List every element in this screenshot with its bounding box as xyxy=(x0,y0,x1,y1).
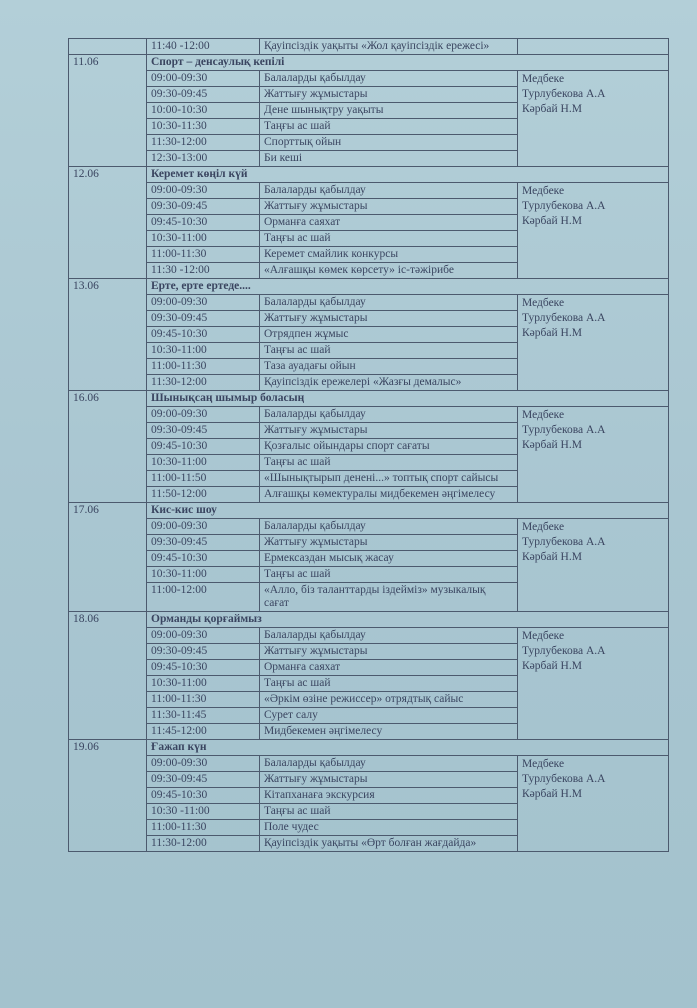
time-cell: 09:45-10:30 xyxy=(147,215,260,231)
time-cell: 09:30-09:45 xyxy=(147,87,260,103)
activity-cell: Қауіпсіздік уақыты «Өрт болған жағдайда» xyxy=(260,836,518,852)
date-cell: 11.06 xyxy=(69,55,147,167)
time-cell: 11:30 -12:00 xyxy=(147,263,260,279)
activity-cell: Балаларды қабылдау xyxy=(260,71,518,87)
time-cell: 09:00-09:30 xyxy=(147,183,260,199)
time-cell: 11:50-12:00 xyxy=(147,487,260,503)
activity-cell: Сурет салу xyxy=(260,708,518,724)
responsible-person: Турлубекова А.А xyxy=(522,200,606,212)
time-cell: 09:45-10:30 xyxy=(147,788,260,804)
table-row xyxy=(69,612,669,628)
date-cell: 16.06 xyxy=(69,391,147,503)
day-title: Спорт – денсаулық кепілі xyxy=(147,55,669,71)
time-cell: 11:00-11:30 xyxy=(147,247,260,263)
activity-cell: Таңғы ас шай xyxy=(260,567,518,583)
day-title: Кис-кис шоу xyxy=(147,503,669,519)
time-cell: 09:30-09:45 xyxy=(147,772,260,788)
table-row xyxy=(69,519,669,535)
activity-cell: Жаттығу жұмыстары xyxy=(260,644,518,660)
time-cell: 10:30-11:00 xyxy=(147,231,260,247)
activity-cell: Қозғалыс ойындары спорт сағаты xyxy=(260,439,518,455)
time-cell: 11:00-11:30 xyxy=(147,359,260,375)
table-row xyxy=(69,39,669,55)
time-cell: 09:45-10:30 xyxy=(147,660,260,676)
activity-cell: Мидбекемен әңгімелесу xyxy=(260,724,518,740)
time-cell: 10:30 -11:00 xyxy=(147,804,260,820)
responsible-person: Кәрбай Н.М xyxy=(522,788,582,800)
activity-cell: Таңғы ас шай xyxy=(260,343,518,359)
date-cell: 18.06 xyxy=(69,612,147,740)
activity-cell: Таңғы ас шай xyxy=(260,231,518,247)
responsible-person: Кәрбай Н.М xyxy=(522,551,582,563)
date-cell xyxy=(69,39,147,55)
date-cell: 13.06 xyxy=(69,279,147,391)
responsible-person: Турлубекова А.А xyxy=(522,773,606,785)
table-row xyxy=(69,628,669,644)
responsible-person: Кәрбай Н.М xyxy=(522,327,582,339)
activity-cell: Таңғы ас шай xyxy=(260,455,518,471)
activity-cell: Жаттығу жұмыстары xyxy=(260,199,518,215)
time-cell: 09:30-09:45 xyxy=(147,199,260,215)
table-row xyxy=(69,756,669,772)
responsible-person: Медбеке xyxy=(522,185,565,197)
time-cell: 09:00-09:30 xyxy=(147,519,260,535)
table-row xyxy=(69,391,669,407)
time-cell: 09:00-09:30 xyxy=(147,71,260,87)
responsible-person: Турлубекова А.А xyxy=(522,312,606,324)
responsible-cell xyxy=(518,519,669,612)
table-row xyxy=(69,407,669,423)
responsible-person: Турлубекова А.А xyxy=(522,88,606,100)
time-cell: 09:30-09:45 xyxy=(147,311,260,327)
responsible-person: Медбеке xyxy=(522,630,565,642)
time-cell: 11:30-12:00 xyxy=(147,135,260,151)
time-cell: 09:45-10:30 xyxy=(147,327,260,343)
time-cell: 11:30-11:45 xyxy=(147,708,260,724)
activity-cell: Спорттық ойын xyxy=(260,135,518,151)
time-cell: 09:45-10:30 xyxy=(147,439,260,455)
activity-cell: Кітапханаға экскурсия xyxy=(260,788,518,804)
responsible-person: Медбеке xyxy=(522,758,565,770)
time-cell: 11:00-12:00 xyxy=(147,583,260,612)
responsible-person: Турлубекова А.А xyxy=(522,424,606,436)
time-cell: 11:30-12:00 xyxy=(147,375,260,391)
table-row xyxy=(69,279,669,295)
responsible-person: Кәрбай Н.М xyxy=(522,103,582,115)
time-cell: 09:30-09:45 xyxy=(147,644,260,660)
responsible-cell xyxy=(518,407,669,503)
activity-cell: Поле чудес xyxy=(260,820,518,836)
time-cell: 09:30-09:45 xyxy=(147,535,260,551)
time-cell: 11:30-12:00 xyxy=(147,836,260,852)
activity-cell: Би кеші xyxy=(260,151,518,167)
responsible-cell xyxy=(518,756,669,852)
activity-cell: «Әркім өзіне режиссер» отрядтық сайыс xyxy=(260,692,518,708)
responsible-person: Медбеке xyxy=(522,409,565,421)
responsible-person: Кәрбай Н.М xyxy=(522,439,582,451)
responsible-person: Медбеке xyxy=(522,297,565,309)
responsible-person: Турлубекова А.А xyxy=(522,536,606,548)
day-title: Орманды қорғаймыз xyxy=(147,612,669,628)
activity-cell: Отрядпен жұмыс xyxy=(260,327,518,343)
day-title: Ерте, ерте ертеде.... xyxy=(147,279,669,295)
table-row xyxy=(69,167,669,183)
activity-cell: Балаларды қабылдау xyxy=(260,756,518,772)
time-cell: 10:30-11:30 xyxy=(147,119,260,135)
responsible-cell xyxy=(518,295,669,391)
schedule-table xyxy=(68,38,669,852)
activity-cell: Орманға саяхат xyxy=(260,215,518,231)
responsible-person: Кәрбай Н.М xyxy=(522,215,582,227)
responsible-person: Турлубекова А.А xyxy=(522,645,606,657)
activity-cell: Таза ауадағы ойын xyxy=(260,359,518,375)
activity-cell: Балаларды қабылдау xyxy=(260,407,518,423)
date-cell: 12.06 xyxy=(69,167,147,279)
activity-cell: Жаттығу жұмыстары xyxy=(260,772,518,788)
activity-cell: Жаттығу жұмыстары xyxy=(260,535,518,551)
day-title: Ғажап күн xyxy=(147,740,669,756)
activity-cell: Жаттығу жұмыстары xyxy=(260,423,518,439)
time-cell: 10:30-11:00 xyxy=(147,567,260,583)
time-cell: 09:00-09:30 xyxy=(147,295,260,311)
time-cell: 10:00-10:30 xyxy=(147,103,260,119)
activity-cell: Ермексаздан мысық жасау xyxy=(260,551,518,567)
time-cell: 11:40 -12:00 xyxy=(147,39,260,55)
responsible-person: Медбеке xyxy=(522,521,565,533)
table-row xyxy=(69,503,669,519)
activity-cell: Балаларды қабылдау xyxy=(260,628,518,644)
activity-cell: Жаттығу жұмыстары xyxy=(260,87,518,103)
date-cell: 19.06 xyxy=(69,740,147,852)
activity-cell: Қауіпсіздік уақыты «Жол қауіпсіздік ережесі» xyxy=(260,39,518,55)
activity-cell: Орманға саяхат xyxy=(260,660,518,676)
activity-cell: Таңғы ас шай xyxy=(260,119,518,135)
activity-cell: Балаларды қабылдау xyxy=(260,295,518,311)
time-cell: 09:30-09:45 xyxy=(147,423,260,439)
responsible-person: Медбеке xyxy=(522,73,565,85)
table-row xyxy=(69,183,669,199)
time-cell: 09:00-09:30 xyxy=(147,628,260,644)
table-row xyxy=(69,740,669,756)
activity-cell: Жаттығу жұмыстары xyxy=(260,311,518,327)
activity-cell: «Шынықтырып денені...» топтық спорт сайысы xyxy=(260,471,518,487)
time-cell: 12:30-13:00 xyxy=(147,151,260,167)
table-row xyxy=(69,71,669,87)
activity-cell: Таңғы ас шай xyxy=(260,676,518,692)
time-cell: 09:00-09:30 xyxy=(147,407,260,423)
time-cell: 11:00-11:30 xyxy=(147,692,260,708)
responsible-cell xyxy=(518,183,669,279)
table-row xyxy=(69,295,669,311)
time-cell: 10:30-11:00 xyxy=(147,676,260,692)
activity-cell: Балаларды қабылдау xyxy=(260,183,518,199)
responsible-cell xyxy=(518,71,669,167)
date-cell: 17.06 xyxy=(69,503,147,612)
responsible-person: Кәрбай Н.М xyxy=(522,660,582,672)
time-cell: 10:30-11:00 xyxy=(147,455,260,471)
time-cell: 11:45-12:00 xyxy=(147,724,260,740)
day-title: Шынықсаң шымыр боласың xyxy=(147,391,669,407)
time-cell: 11:00-11:50 xyxy=(147,471,260,487)
time-cell: 09:45-10:30 xyxy=(147,551,260,567)
time-cell: 09:00-09:30 xyxy=(147,756,260,772)
time-cell: 11:00-11:30 xyxy=(147,820,260,836)
activity-cell: Алғашқы көмектуралы мидбекемен әңгімелесу xyxy=(260,487,518,503)
activity-cell: Таңғы ас шай xyxy=(260,804,518,820)
time-cell: 10:30-11:00 xyxy=(147,343,260,359)
responsible-cell xyxy=(518,628,669,740)
responsible-cell xyxy=(518,39,669,55)
activity-cell: Балаларды қабылдау xyxy=(260,519,518,535)
day-title: Керемет көңіл күй xyxy=(147,167,669,183)
table-row xyxy=(69,55,669,71)
activity-cell: Дене шынықтру уақыты xyxy=(260,103,518,119)
activity-cell: Керемет смайлик конкурсы xyxy=(260,247,518,263)
activity-cell: «Алло, біз таланттарды іздейміз» музыкалық сағат xyxy=(260,583,518,612)
activity-cell: Қауіпсіздік ережелері «Жазғы демалыс» xyxy=(260,375,518,391)
activity-cell: «Алғашқы көмек көрсету» іс-тәжірибе xyxy=(260,263,518,279)
